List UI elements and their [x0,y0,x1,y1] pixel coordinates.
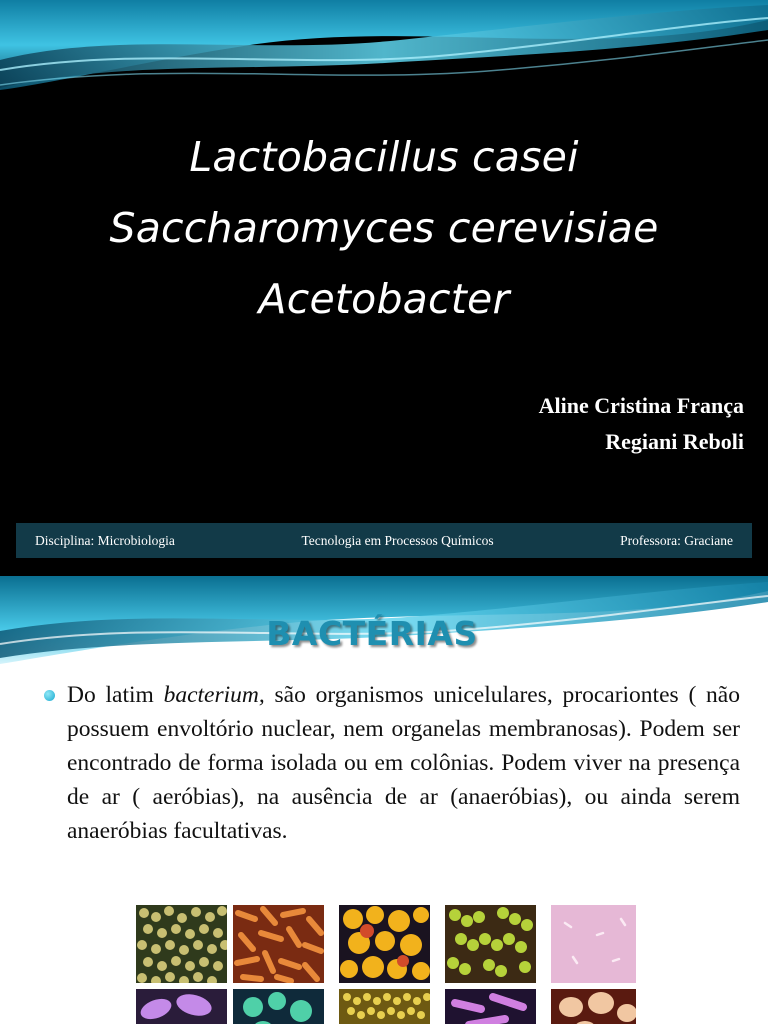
slide-title: BACTÉRIAS [266,614,478,653]
bacteria-micrograph-image [339,989,430,1024]
footer-bar [16,523,752,558]
header-wave-decoration [0,0,768,110]
bullet-item [44,678,740,848]
footer-professor: Professora: Graciane [620,532,733,548]
bullet-icon [44,690,55,701]
title-line: Saccharomyces cerevisiae [109,204,659,252]
bacteria-micrograph-image [551,989,636,1024]
latin-term: bacterium, [163,682,265,708]
bullet-text [67,678,740,848]
footer-course: Tecnologia em Processos Químicos [301,532,494,548]
bacteria-micrograph-image [551,905,636,983]
bacteria-micrograph-image [339,905,430,983]
bacteria-micrograph-image [445,905,536,983]
author-name: Aline Cristina França [538,393,744,418]
authors [539,388,744,460]
slide-title [0,122,768,335]
bacteria-micrograph-image [136,989,227,1024]
footer-discipline: Disciplina: Microbiologia [35,532,175,548]
text-intro: Do latim [67,682,164,708]
bacteria-micrograph-image [233,905,324,983]
bacteria-slide [0,576,768,1024]
title-line: Acetobacter [258,275,510,323]
bacteria-micrograph-image [136,905,227,983]
text-body: são organismos unicelulares, procariontes ( não possuem envoltório nuclear, nem organelas membranosas). Podem ser encontrado de forma isolada ou em colônias. Podem viver na presença de ar ( aeróbias), na ausência de ar (anaeróbias), ou ainda serem anaeróbias facultativas. [67,682,740,844]
bacteria-micrograph-image [233,989,324,1024]
author-name: Regiani Reboli [605,429,744,454]
title-line: Lactobacillus casei [189,133,579,181]
bacteria-micrograph-image [445,989,536,1024]
